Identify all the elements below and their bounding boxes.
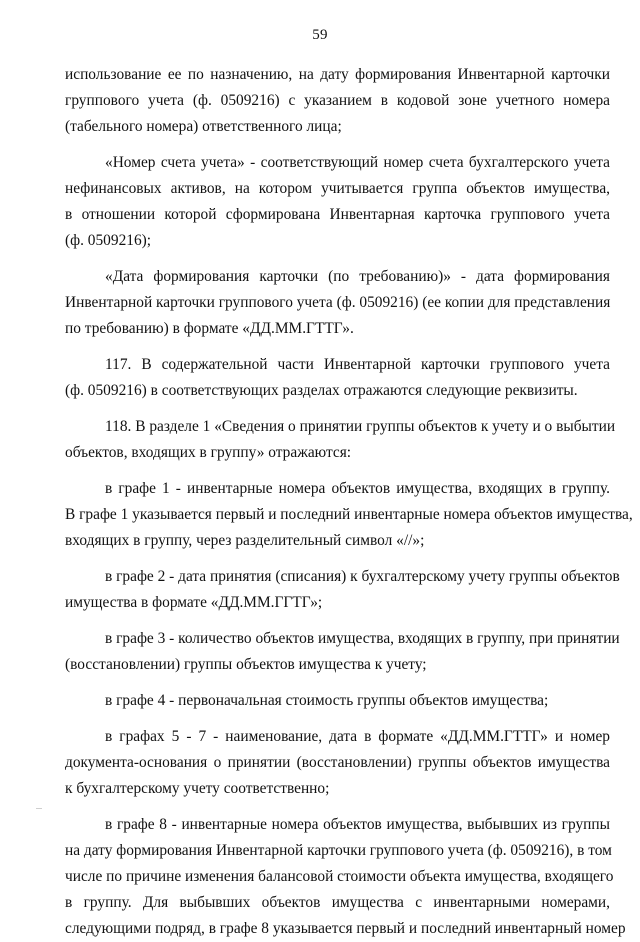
text-line: Инвентарной карточки группового учета (ф. 0509216) (ее копии для представления [65,294,611,311]
text-line: в графе 1 - инвентарные номера объектов имущества, входящих в группу. [105,480,610,497]
paragraph-4 [65,352,610,404]
paragraph-8 [65,626,620,678]
text-line: имущества в формате «ДД.ММ.ГГТГ»; [65,594,323,611]
paragraph-9 [65,688,610,714]
text-line: в графе 2 - дата принятия (списания) к бухгалтерскому учету группы объектов [105,568,620,585]
text-line: в графе 8 - инвентарные номера объектов имущества, выбывших из группы [105,816,610,833]
scan-margin-mark [36,808,42,809]
text-line: «Дата формирования карточки (по требованию)» - дата формирования [105,268,610,285]
text-line: группового учета (ф. 0509216) с указанием в кодовой зоне учетного номера [65,92,610,109]
text-line: 118. В разделе 1 «Сведения о принятии группы объектов к учету и о выбытии [105,418,616,435]
text-line: по требованию) в формате «ДД.ММ.ГТТГ». [65,320,354,337]
text-line: (восстановлении) группы объектов имущества к учету; [65,656,427,673]
page-number: 59 [312,27,328,43]
text-line: в отношении которой сформирована Инвентарная карточка группового учета [65,206,610,223]
paragraph-1 [65,62,610,140]
text-line: объектов, входящих в группу» отражаются: [65,444,352,461]
text-line: числе по причине изменения балансовой стоимости объекта имущества, входящего [65,868,614,885]
paragraph-2 [65,150,610,254]
paragraph-5 [65,414,616,466]
text-line: в группу. Для выбывших объектов имущества с инвентарными номерами, [65,894,610,911]
text-line: 117. В содержательной части Инвентарной карточки группового учета [105,356,610,373]
text-line: входящих в группу, через разделительный символ «//»; [65,532,425,549]
paragraph-10 [65,724,610,802]
text-line: в графе 4 - первоначальная стоимость группы объектов имущества; [105,692,549,709]
text-line: в графе 3 - количество объектов имущества, входящих в группу, при принятии [105,630,620,647]
text-line: использование ее по назначению, на дату формирования Инвентарной карточки [65,66,610,83]
text-line: «Номер счета учета» - соответствующий номер счета бухгалтерского учета [105,154,610,171]
text-line: (ф. 0509216) в соответствующих разделах отражаются следующие реквизиты. [65,382,578,399]
text-line: (ф. 0509216); [65,232,152,249]
paragraph-3 [65,264,610,342]
text-line: в графах 5 - 7 - наименование, дата в формате «ДД.ММ.ГТТГ» и номер [105,728,610,745]
text-line: В графе 1 указывается первый и последний инвентарные номера объектов имущества, [65,506,633,523]
text-line: следующими подряд, в графе 8 указывается первый и последний инвентарный номер [65,920,626,937]
text-line: (табельного номера) ответственного лица; [65,118,342,135]
paragraph-7 [65,564,620,616]
text-line: на дату формирования Инвентарной карточки группового учета (ф. 0509216), в том [65,842,612,859]
text-line: к бухгалтерскому учету соответственно; [65,780,330,797]
text-line: документа-основания о принятии (восстановлении) группы объектов имущества [65,754,610,771]
document-body [65,62,633,942]
paragraph-11 [65,812,626,942]
paragraph-6 [65,476,633,554]
text-line: нефинансовых активов, на котором учитывается группа объектов имущества, [65,180,610,197]
